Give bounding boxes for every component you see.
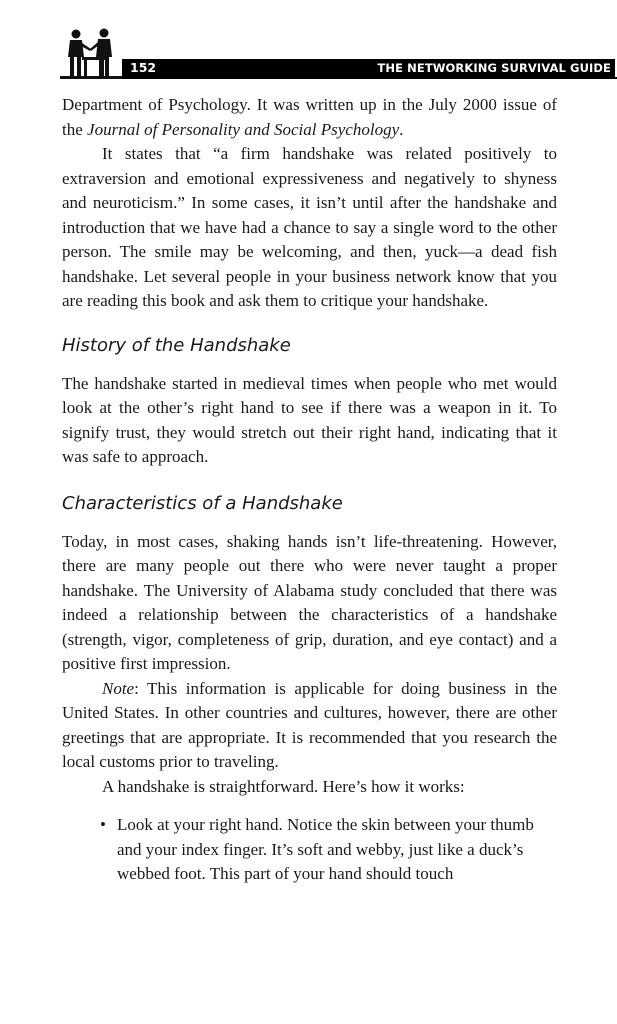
page-header xyxy=(60,27,611,81)
header-bar xyxy=(122,59,615,77)
heading-characteristics: Characteristics of a Handshake xyxy=(62,492,343,514)
running-head: THE NETWORKING SURVIVAL GUIDE xyxy=(377,61,611,75)
heading-history: History of the Handshake xyxy=(62,334,291,356)
paragraph-2: It states that “a firm handshake was related positively to extraversion and emotional expressiveness and negatively to shyness and neuroticism.” In some cases, it isn’t until after the handshake and introduction that we have had a chance to say a single word to the other person. The smile may be welcoming, and then, yuck—a dead fish handshake. Let several people in your business network know that you are reading this book and ask them to critique your handshake. xyxy=(62,144,557,310)
journal-title: Journal of Personality and Social Psychology xyxy=(87,119,400,139)
bullet-list xyxy=(62,813,557,887)
paragraph-1 xyxy=(62,93,557,142)
paragraph-5-text: : This information is applicable for doing business in the United States. In other countries and cultures, however, there are other greetings that are appropriate. It is recommended that you research the local customs prior to traveling. xyxy=(62,678,557,771)
paragraph-4: Today, in most cases, shaking hands isn’t life-threatening. However, there are many people out there who were never taught a proper handshake. The University of Alabama study concluded that there was indeed a relationship between the characteristics of a handshake (strength, vigor, completeness of grip, duration, and eye contact) and a positive first impression. xyxy=(62,531,557,673)
list-item xyxy=(100,813,557,887)
page-number: 152 xyxy=(130,60,157,75)
handshake-figures-icon xyxy=(60,27,122,79)
page-body xyxy=(62,93,557,887)
list-item-text: Look at your right hand. Notice the skin between your thumb and your index finger. It’s soft and webby, just like a duck’s webbed foot. This part of your hand should touch xyxy=(117,815,534,883)
paragraph-5 xyxy=(62,677,557,775)
bullet-marker: • xyxy=(100,815,106,834)
note-label: Note xyxy=(102,678,135,698)
paragraph-3: The handshake started in medieval times when people who met would look at the other’s right hand to see if there was a weapon in it. To signify trust, they would stretch out their right hand, indicating that it was safe to approach. xyxy=(62,373,557,466)
paragraph-1-text: Department of Psychology. It was written up in the July 2000 issue of the xyxy=(62,95,557,139)
paragraph-1-end: . xyxy=(399,119,404,139)
header-rule xyxy=(122,77,617,79)
paragraph-6: A handshake is straightforward. Here’s how it works: xyxy=(102,776,465,796)
